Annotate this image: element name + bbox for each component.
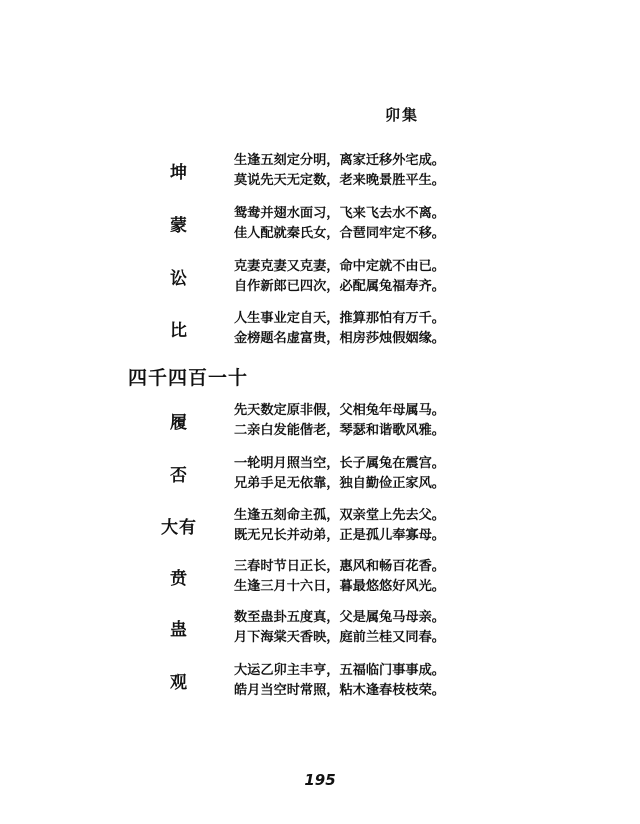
verse-line: 鸳鸯并翅水面习，飞来飞去水不离。 — [234, 206, 445, 221]
hexagram-name: 比 — [170, 321, 188, 341]
verse-text — [234, 309, 445, 349]
verse-line: 三春时节日正长，惠风和畅百花香。 — [234, 559, 445, 574]
verse-entry — [0, 557, 640, 601]
verse-text — [234, 454, 445, 494]
verse-text — [234, 661, 445, 701]
hexagram-name: 贲 — [170, 569, 188, 589]
hexagram-name: 蛊 — [170, 620, 188, 640]
verse-line: 先天数定原非假，父相兔年母属马。 — [234, 403, 445, 418]
hexagram-name: 坤 — [170, 163, 188, 183]
verse-text — [234, 257, 445, 297]
verse-entry — [0, 151, 640, 195]
verse-line: 自作新郎已四次，必配属兔福寿齐。 — [234, 279, 445, 294]
verse-text — [234, 608, 445, 648]
verse-line: 二亲白发能偕老，琴瑟和谐歌风雅。 — [234, 423, 445, 438]
section-title: 四千四百一十 — [128, 367, 249, 389]
verse-line: 一轮明月照当空，长子属兔在震宫。 — [234, 456, 445, 471]
verse-text — [234, 506, 445, 546]
hexagram-name: 否 — [170, 466, 188, 486]
verse-line: 克妻克妻又克妻，命中定就不由已。 — [234, 259, 445, 274]
hexagram-name: 蒙 — [170, 216, 188, 236]
page-header: 卯集 — [385, 106, 420, 124]
verse-entry — [0, 661, 640, 705]
verse-text — [234, 151, 445, 191]
verse-line: 既无兄长并动弟，正是孤儿奉寡母。 — [234, 528, 445, 543]
verse-line: 数至蛊卦五度真，父是属兔马母亲。 — [234, 610, 445, 625]
verse-line: 佳人配就秦氏女，合琶同牢定不移。 — [234, 226, 445, 241]
verse-line: 月下海棠天香映，庭前兰桂又同春。 — [234, 630, 445, 645]
verse-line: 兄弟手足无依靠，独自勤俭正家风。 — [234, 476, 445, 491]
verse-entry — [0, 204, 640, 248]
verse-line: 金榜题名虚富贵，相房莎烛假姻缘。 — [234, 331, 445, 346]
verse-text — [234, 401, 445, 441]
verse-entry — [0, 454, 640, 498]
verse-entry — [0, 506, 640, 550]
verse-line: 莫说先天无定数，老来晚景胜平生。 — [234, 173, 445, 188]
hexagram-name: 观 — [170, 673, 188, 693]
verse-entry — [0, 309, 640, 353]
verse-line: 人生事业定自天，推算那怕有万千。 — [234, 311, 445, 326]
verse-entry — [0, 608, 640, 652]
verse-line: 生逢五刻定分明，离家迁移外宅成。 — [234, 153, 445, 168]
hexagram-name: 履 — [170, 413, 188, 433]
verse-line: 皓月当空时常照，粘木逢春枝枝荣。 — [234, 683, 445, 698]
verse-entry — [0, 257, 640, 301]
verse-text — [234, 204, 445, 244]
verse-line: 大运乙卯主丰亨，五福临门事事成。 — [234, 663, 445, 678]
page-number: 195 — [304, 771, 336, 789]
verse-entry — [0, 401, 640, 445]
verse-text — [234, 557, 445, 597]
hexagram-name: 大有 — [161, 518, 197, 538]
verse-line: 生逢三月十六日，暮最悠悠好风光。 — [234, 579, 445, 594]
verse-line: 生逢五刻命主孤，双亲堂上先去父。 — [234, 508, 445, 523]
hexagram-name: 讼 — [170, 269, 188, 289]
